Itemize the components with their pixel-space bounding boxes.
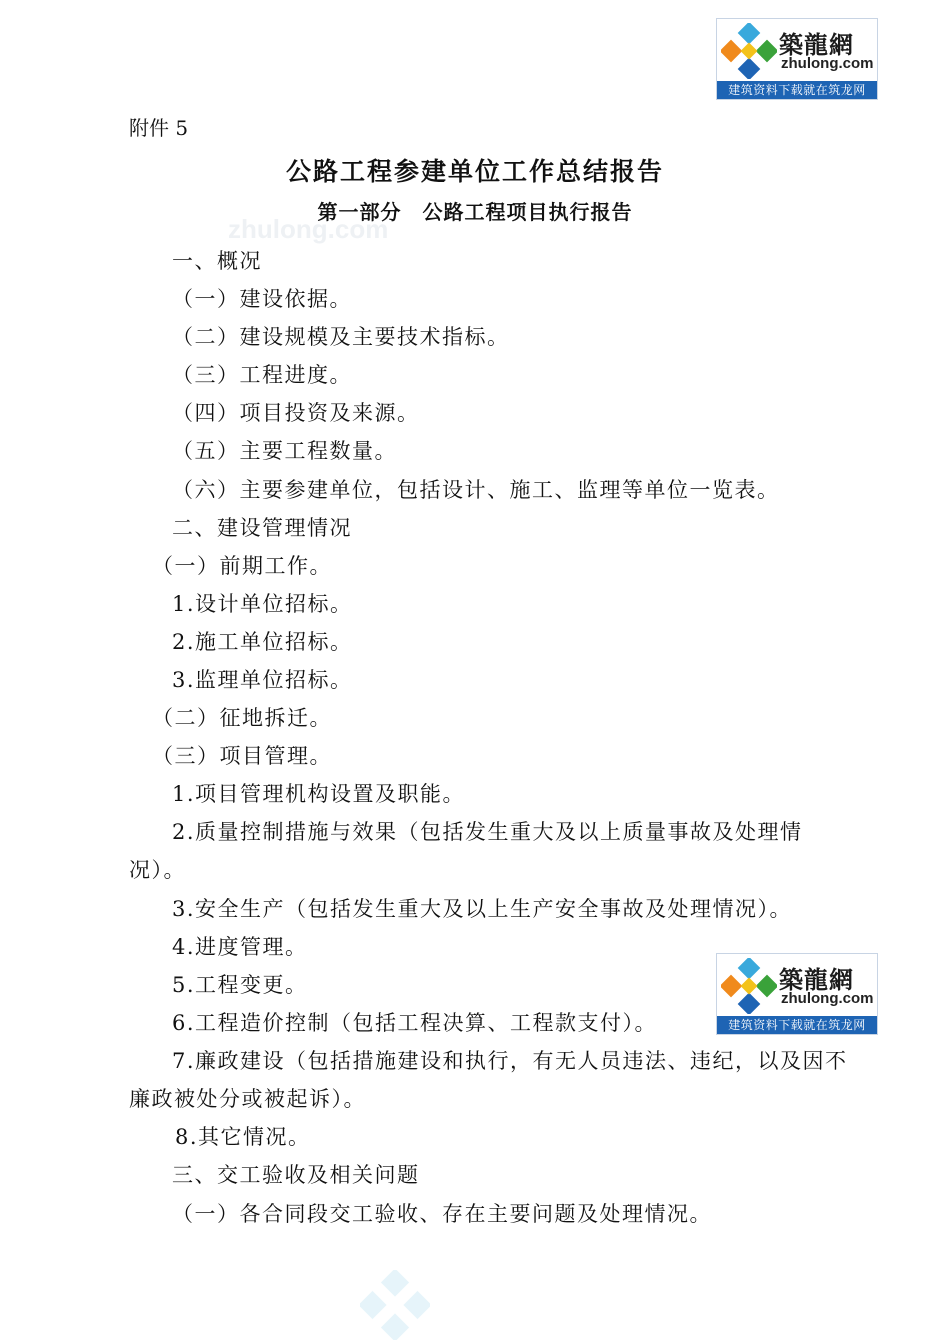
section-heading: 三、交工验收及相关问题 — [172, 1163, 420, 1187]
list-item: （六）主要参建单位，包括设计、施工、监理等单位一览表。 — [172, 478, 780, 502]
list-item: （四）项目投资及来源。 — [172, 401, 420, 425]
section-heading: 一、概况 — [172, 249, 262, 273]
attachment-label: 附件 5 — [129, 116, 189, 140]
list-item: 1.项目管理机构设置及职能。 — [172, 782, 466, 806]
list-item: 7.廉政建设（包括措施建设和执行，有无人员违法、违纪，以及因不 — [172, 1049, 848, 1073]
list-item-continuation: 况）。 — [129, 858, 186, 882]
zhulong-logo[interactable] — [716, 18, 878, 100]
logo-brand: 築龍網 — [779, 30, 854, 59]
zhulong-logo-icon — [721, 23, 777, 79]
list-item: （二）建设规模及主要技术指标。 — [172, 325, 510, 349]
list-item: （五）主要工程数量。 — [172, 439, 397, 463]
logo-domain: zhulong.com — [781, 55, 874, 72]
watermark-text: zhulong.com — [228, 214, 389, 244]
document-subtitle: 第一部分 公路工程项目执行报告 — [317, 200, 633, 224]
list-item: 6.工程造价控制（包括工程决算、工程款支付）。 — [172, 1011, 658, 1035]
list-item: 8.其它情况。 — [175, 1125, 311, 1149]
list-item: 5.工程变更。 — [172, 973, 308, 997]
document-title: 公路工程参建单位工作总结报告 — [285, 157, 664, 186]
logo-domain: zhulong.com — [781, 990, 874, 1007]
list-item: 2.质量控制措施与效果（包括发生重大及以上质量事故及处理情 — [172, 820, 803, 844]
list-item-continuation: 廉政被处分或被起诉）。 — [129, 1087, 366, 1111]
list-item: 3.安全生产（包括发生重大及以上生产安全事故及处理情况）。 — [172, 897, 793, 921]
list-item: 1.设计单位招标。 — [172, 592, 353, 616]
section-heading: 二、建设管理情况 — [172, 516, 352, 540]
list-item: （二）征地拆迁。 — [152, 706, 332, 730]
list-item: 2.施工单位招标。 — [172, 630, 353, 654]
list-item: （三）项目管理。 — [152, 744, 332, 768]
list-item: （三）工程进度。 — [172, 363, 352, 387]
list-item: （一）建设依据。 — [172, 287, 352, 311]
zhulong-logo-secondary[interactable] — [716, 953, 878, 1035]
logo-slogan: 建筑资料下载就在筑龙网 — [717, 1016, 877, 1034]
list-item: （一）各合同段交工验收、存在主要问题及处理情况。 — [172, 1202, 712, 1226]
list-item: 4.进度管理。 — [172, 935, 308, 959]
list-item: （一）前期工作。 — [152, 554, 332, 578]
logo-slogan: 建筑资料下载就在筑龙网 — [717, 81, 877, 99]
logo-brand: 築龍網 — [779, 965, 854, 994]
watermark-logo-icon — [360, 1270, 430, 1340]
list-item: 3.监理单位招标。 — [172, 668, 353, 692]
zhulong-logo-icon — [721, 958, 777, 1014]
